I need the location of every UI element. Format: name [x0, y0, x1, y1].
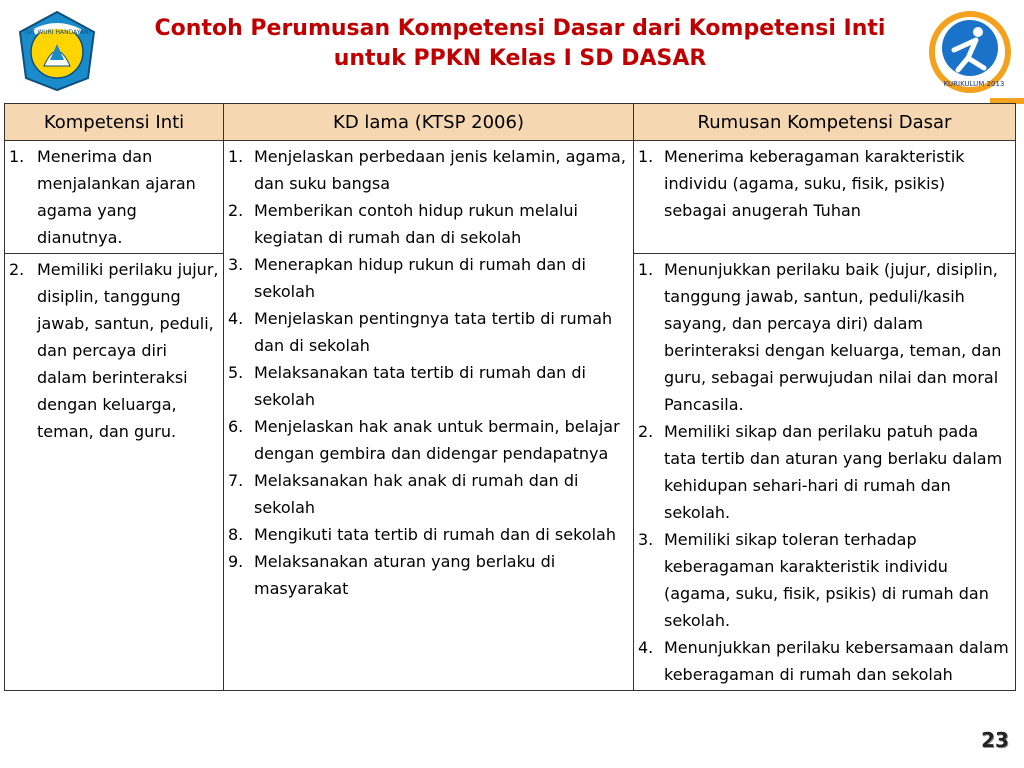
competency-table [4, 103, 1016, 691]
header-rumusan-kd: Rumusan Kompetensi Dasar [634, 104, 1016, 141]
list-item: 1. Menunjukkan perilaku baik (jujur, disiplin, tanggung jawab, santun, peduli/kasih sayang, dan percaya diri) dalam berinteraksi dengan keluarga, teman, dan guru, sebagai perwujudan nilai dan moral Pancasila. [638, 260, 1002, 414]
list-item: 6. Menjelaskan hak anak untuk bermain, belajar dengan gembira dan didengar pendapatnya [228, 417, 620, 463]
list-item: 3. Memiliki sikap toleran terhadap keberagaman karakteristik individu (agama, suku, fisik, psikis) di rumah dan sekolah. [638, 530, 989, 630]
table-row [5, 141, 1016, 254]
kurikulum-2013-logo [928, 10, 1012, 94]
list-item: 7. Melaksanakan hak anak di rumah dan di sekolah [228, 471, 579, 517]
title-line-1: Contoh Perumusan Kompetensi Dasar dari Kompetensi Inti [154, 16, 886, 41]
page-title [110, 14, 930, 74]
kd-baru-cell-1 [634, 141, 1016, 254]
list-item: 2. Memberikan contoh hidup rukun melalui kegiatan di rumah dan di sekolah [228, 201, 578, 247]
list-item: 1. Menerima dan menjalankan ajaran agama yang dianutnya. [9, 147, 196, 247]
list-item: 2. Memiliki perilaku jujur, disiplin, tanggung jawab, santun, peduli, dan percaya diri dalam berinteraksi dengan keluarga, teman, dan guru. [9, 260, 219, 441]
header-kd-lama: KD lama (KTSP 2006) [224, 104, 634, 141]
list-item: 9. Melaksanakan aturan yang berlaku di masyarakat [228, 552, 556, 598]
list-item: 2. Memiliki sikap dan perilaku patuh pada tata tertib dan aturan yang berlaku dalam kehidupan sehari-hari di rumah dan sekolah. [638, 422, 1003, 522]
kd-baru-cell-2 [634, 254, 1016, 691]
title-line-2: untuk PPKN Kelas I SD DASAR [333, 46, 707, 71]
header-kompetensi-inti: Kompetensi Inti [5, 104, 224, 141]
tut-wuri-handayani-logo [14, 8, 100, 94]
list-item: 4. Menunjukkan perilaku kebersamaan dalam keberagaman di rumah dan sekolah [638, 638, 1009, 684]
list-item: 1. Menjelaskan perbedaan jenis kelamin, agama, dan suku bangsa [228, 147, 626, 193]
list-item: 5. Melaksanakan tata tertib di rumah dan di sekolah [228, 363, 586, 409]
logo-right-text: KURIKULUM 2013 [943, 80, 1005, 88]
page-number: 23 [981, 728, 1009, 752]
kd-lama-cell [224, 141, 634, 691]
table-header-row [5, 104, 1016, 141]
ki-cell-1 [5, 141, 224, 254]
logo-left-text: TUT WURI HANDAYANI [23, 29, 91, 36]
list-item: 8. Mengikuti tata tertib di rumah dan di sekolah [228, 525, 616, 544]
list-item: 1. Menerima keberagaman karakteristik individu (agama, suku, fisik, psikis) sebagai anugerah Tuhan [638, 147, 965, 220]
list-item: 4. Menjelaskan pentingnya tata tertib di rumah dan di sekolah [228, 309, 613, 355]
list-item: 3. Menerapkan hidup rukun di rumah dan di sekolah [228, 255, 586, 301]
ki-cell-2 [5, 254, 224, 691]
